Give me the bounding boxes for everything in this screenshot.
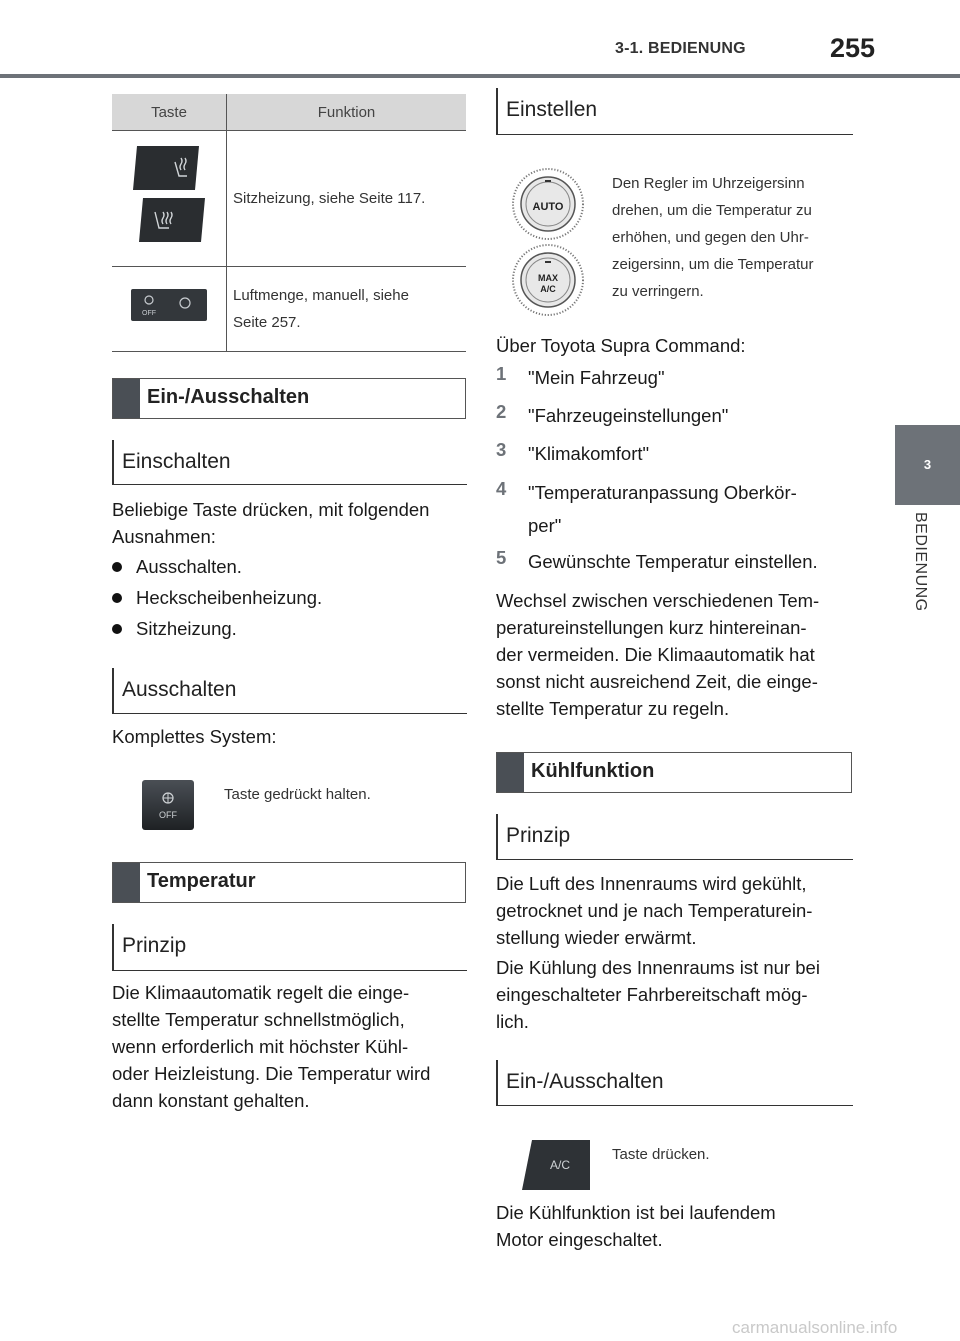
list-item-text: Sitzheizung. [136, 618, 237, 639]
step-text-line: "Temperaturanpassung Oberkör- [528, 482, 797, 503]
paragraph-line: Motor eingeschaltet. [496, 1229, 663, 1250]
subheading-set [496, 88, 853, 135]
paragraph-line: peratureinstellungen kurz hintereinan- [496, 617, 807, 638]
paragraph-line: Wechsel zwischen verschiedenen Tem- [496, 590, 820, 611]
paragraph-line: eingeschalteter Fahrbereitschaft mög- [496, 984, 808, 1005]
knob-description-line: drehen, um die Temperatur zu [612, 202, 812, 219]
subheading-title: Ein-/Ausschalten [506, 1070, 664, 1093]
chapter-tab: 3 [895, 425, 960, 505]
paragraph-line: Die Luft des Innenraums wird gekühlt, [496, 873, 807, 894]
ac-button-icon [522, 1140, 590, 1190]
paragraph-line: Beliebige Taste drücken, mit folgenden [112, 499, 430, 520]
list-item-text: Ausschalten. [136, 556, 242, 577]
knob-description-line: erhöhen, und gegen den Uhr- [612, 229, 809, 246]
paragraph-on [112, 496, 472, 550]
subheading-title: Einstellen [506, 98, 598, 121]
knob-auto-label: AUTO [532, 201, 564, 213]
command-intro: Über Toyota Supra Command: [496, 335, 746, 356]
paragraph-line: sonst nicht ausreichend Zeit, die einge- [496, 671, 818, 692]
paragraph-line: getrocknet und je nach Temperaturein- [496, 900, 813, 921]
step-number: 3 [496, 439, 507, 460]
fan-off-icon [131, 289, 207, 321]
bullet-icon [112, 562, 122, 572]
paragraph-line: Die Kühlfunktion ist bei laufendem [496, 1202, 776, 1223]
seat-heating-icon [129, 142, 209, 246]
watermark: carmanualsonline.info [732, 1318, 898, 1337]
table-cell-key [112, 267, 227, 352]
knob-ac-label: A/C [540, 284, 556, 294]
heading-cooling [496, 752, 852, 793]
function-line: Seite 257. [233, 314, 301, 331]
heading-bar [497, 753, 524, 792]
paragraph-warning [496, 587, 861, 722]
fan-icon [142, 780, 194, 810]
ac-caption: Taste drücken. [612, 1146, 710, 1163]
bullet-icon [112, 624, 122, 634]
running-header-section: 3-1. BEDIENUNG [615, 40, 746, 57]
paragraph-line: wenn erforderlich mit höchster Kühl- [112, 1036, 409, 1057]
heading-on-off [112, 378, 466, 419]
page-number: 255 [830, 33, 876, 63]
table-header-function: Funktion [227, 94, 467, 131]
paragraph-line: der vermeiden. Die Klimaautomatik hat [496, 644, 815, 665]
table-row [112, 267, 466, 352]
list-item [112, 584, 452, 611]
paragraph-line: lich. [496, 1011, 529, 1032]
chapter-label-text: BEDIENUNG [912, 512, 929, 612]
table-cell-function: Sitzheizung, siehe Seite 117. [227, 131, 467, 267]
heading-title: Temperatur [147, 870, 256, 892]
step-text: "Mein Fahrzeug" [528, 367, 665, 388]
table-header-key: Taste [112, 94, 227, 131]
subheading-principle-cool [496, 814, 853, 860]
function-line: Luftmenge, manuell, siehe [233, 287, 409, 304]
subheading-title: Einschalten [122, 450, 231, 473]
subheading-on [112, 440, 467, 485]
subheading-title: Prinzip [506, 824, 571, 847]
step-text: Gewünschte Temperatur einstellen. [528, 551, 818, 572]
subheading-off [112, 668, 467, 714]
heading-title: Kühlfunktion [531, 760, 655, 782]
subheading-on-off-cool [496, 1060, 853, 1106]
paragraph-line: oder Heizleistung. Die Temperatur wird [112, 1063, 431, 1084]
step-text-line: per" [528, 515, 562, 536]
paragraph-cool-1 [496, 870, 861, 951]
step-number: 2 [496, 401, 507, 422]
step-item [496, 401, 856, 430]
paragraph-final [496, 1199, 861, 1253]
paragraph-line: Die Kühlung des Innenraums ist nur bei [496, 957, 820, 978]
paragraph-line: Die Klimaautomatik regelt die einge- [112, 982, 410, 1003]
list-item [112, 553, 452, 580]
knob-description-line: Den Regler im Uhrzeigersinn [612, 175, 805, 192]
paragraph-principle [112, 979, 472, 1114]
header-rule [0, 74, 960, 78]
step-number: 5 [496, 547, 507, 568]
temperature-knob-icon [510, 166, 586, 318]
ac-label: A/C [549, 1158, 571, 1172]
list-item [112, 615, 452, 642]
step-item [496, 363, 856, 392]
paragraph-off: Komplettes System: [112, 726, 277, 747]
bullet-icon [112, 593, 122, 603]
paragraph-line: stellte Temperatur zu regeln. [496, 698, 730, 719]
list-item-text: Heckscheibenheizung. [136, 587, 323, 608]
off-label: OFF [159, 810, 177, 820]
fan-off-button-icon [142, 780, 194, 830]
step-item [496, 547, 856, 576]
knob-description-line: zeigersinn, um die Temperatur [612, 256, 814, 273]
chapter-label [905, 512, 929, 642]
off-button-caption: Taste gedrückt halten. [224, 786, 371, 803]
heading-title: Ein-/Ausschalten [147, 386, 310, 408]
step-item [496, 478, 856, 540]
table-cell-key [112, 131, 227, 267]
knob-description [612, 170, 814, 305]
heading-temperature [112, 862, 466, 903]
step-item [496, 439, 856, 468]
paragraph-line: dann konstant gehalten. [112, 1090, 310, 1111]
step-text: "Fahrzeugeinstellungen" [528, 405, 729, 426]
subheading-principle [112, 924, 467, 971]
heading-bar [113, 863, 140, 902]
paragraph-line: Ausnahmen: [112, 526, 216, 547]
heading-bar [113, 379, 140, 418]
table-cell-function [227, 267, 467, 352]
step-text [528, 478, 797, 540]
step-number: 4 [496, 478, 507, 499]
subheading-title: Prinzip [122, 934, 187, 957]
table-row [112, 131, 466, 267]
table-header-row [112, 94, 466, 131]
paragraph-line: stellung wieder erwärmt. [496, 927, 697, 948]
paragraph-cool-2 [496, 954, 861, 1035]
paragraph-line: stellte Temperatur schnellstmöglich, [112, 1009, 405, 1030]
step-text: "Klimakomfort" [528, 443, 650, 464]
knob-description-line: zu verringern. [612, 283, 704, 300]
subheading-title: Ausschalten [122, 678, 237, 701]
knob-max-label: MAX [538, 273, 558, 283]
svg-text:OFF: OFF [142, 309, 156, 317]
key-function-table [112, 94, 466, 352]
step-number: 1 [496, 363, 507, 384]
